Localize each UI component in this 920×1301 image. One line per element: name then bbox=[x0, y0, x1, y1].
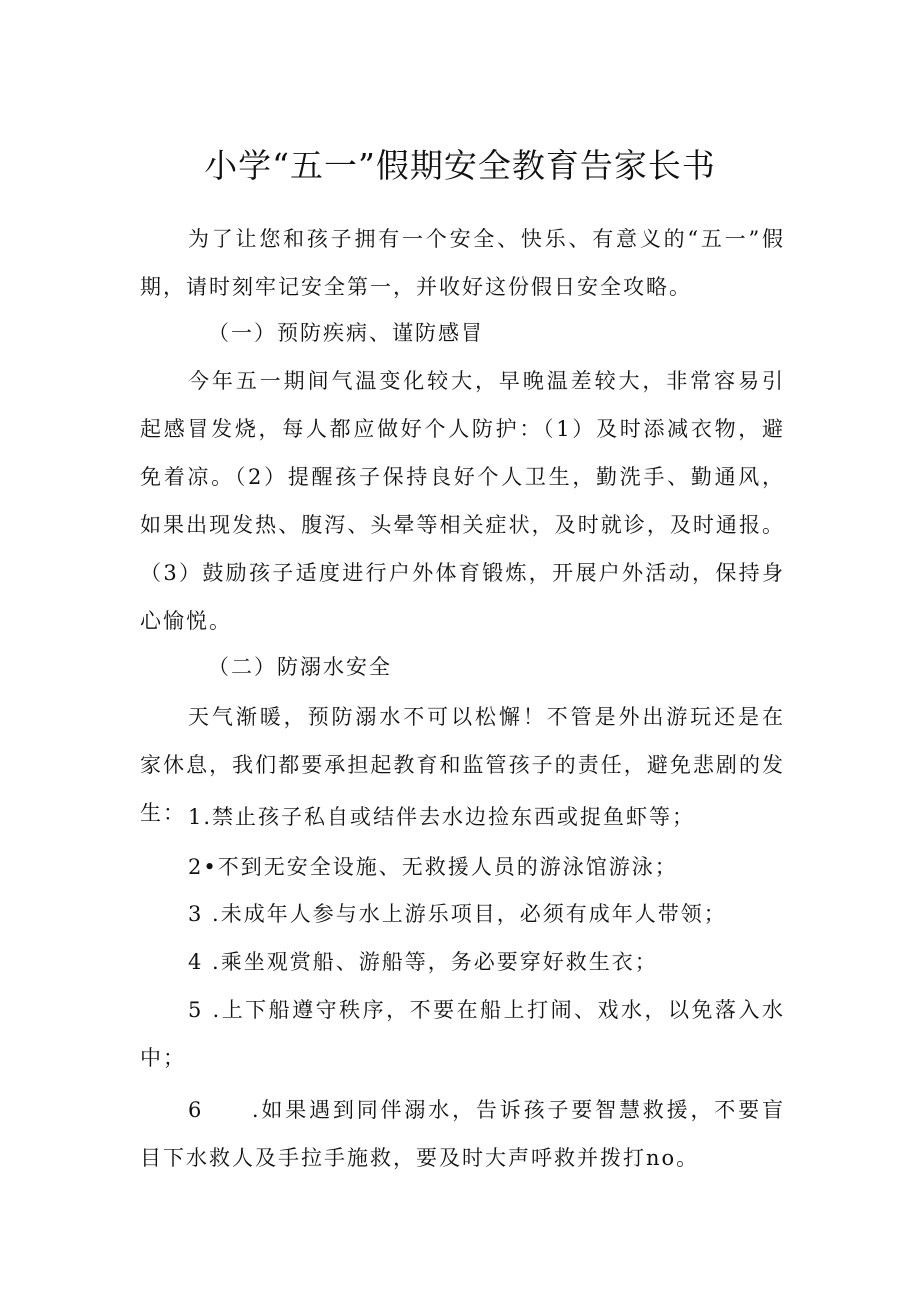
list-item: 2•不到无安全设施、无救援人员的游泳馆游泳； bbox=[188, 855, 678, 879]
document-title: 小学“五一”假期安全教育告家长书 bbox=[204, 146, 716, 185]
list-item: 3 .未成年人参与水上游乐项目，必须有成年人带领； bbox=[188, 902, 727, 926]
section2-heading: （二）防溺水安全 bbox=[208, 655, 392, 679]
list-item: 5 .上下船遵守秩序，不要在船上打闹、戏水，以免落入水中； bbox=[140, 998, 785, 1070]
intro-paragraph: 为了让您和孩子拥有一个安全、快乐、有意义的“五一”假期，请时刻牢记安全第一，并收好这份假日安全攻略。 bbox=[140, 227, 785, 299]
list-item: 1.禁止孩子私自或结伴去水边捡东西或捉鱼虾等； bbox=[188, 805, 696, 829]
section2-body: 天气渐暖，预防溺水不可以松懈！不管是外出游玩还是在家休息，我们都要承担起教育和监管孩子的责任，避免悲剧的发生： bbox=[140, 705, 785, 825]
list-item: 6 .如果遇到同伴溺水，告诉孩子要智慧救援，不要盲目下水救人及手拉手施救，要及时大声呼救并拨打no。 bbox=[140, 1098, 785, 1170]
list-item: 4 .乘坐观赏船、游船等，务必要穿好救生衣； bbox=[188, 950, 658, 974]
section1-body: 今年五一期间气温变化较大，早晚温差较大，非常容易引起感冒发烧，每人都应做好个人防护：（1）及时添减衣物，避免着凉。（2）提醒孩子保持良好个人卫生，勤洗手、勤通风，如果出现发热、腹泻、头晕等相关症状，及时就诊，及时通报。（3）鼓励孩子适度进行户外体育锻炼，开展户外活动，保持身心愉悦。 bbox=[140, 369, 785, 633]
section1-heading: （一）预防疾病、谨防感冒 bbox=[208, 321, 484, 345]
